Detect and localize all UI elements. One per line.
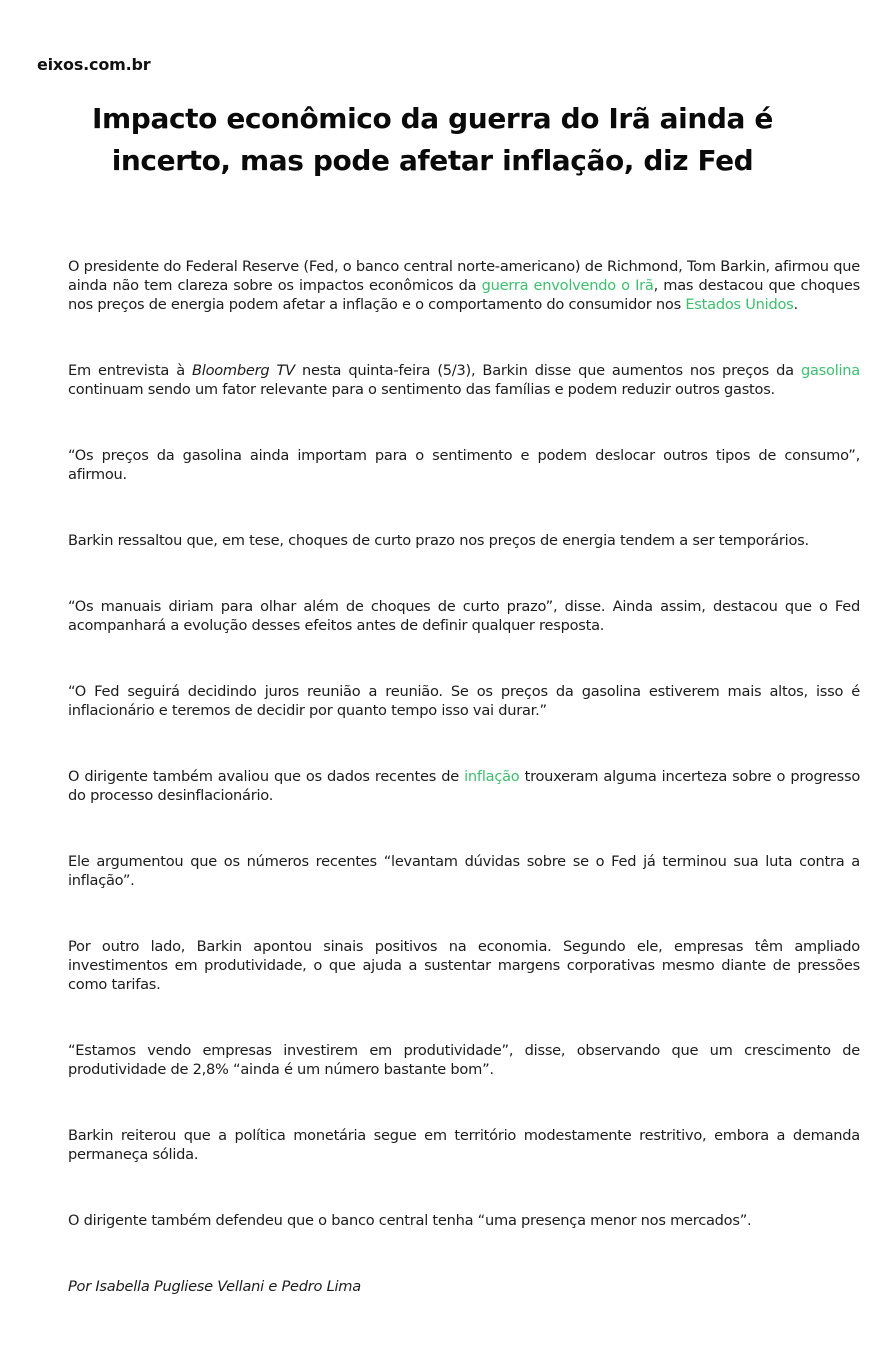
link-gasolina[interactable]: gasolina bbox=[800, 362, 860, 379]
paragraph-12: O dirigente também defendeu que o banco central tenha “uma presença menor nos mercados”. bbox=[68, 1212, 752, 1229]
paragraph-7-text-a: O dirigente também avaliou que os dados recentes de bbox=[68, 768, 465, 785]
paragraph-2 bbox=[68, 361, 860, 399]
paragraph-1-text-a: O presidente do Federal Reserve (Fed, o banco central norte-americano) de Richmond, Tom Barkin, afirmou que ainda não tem clareza sobre os impactos econômicos da bbox=[68, 258, 860, 294]
paragraph-1 bbox=[68, 257, 860, 314]
paragraph-7 bbox=[68, 767, 860, 805]
paragraph-2-text-a: Em entrevista à bbox=[68, 362, 192, 379]
article-body bbox=[68, 257, 860, 1296]
paragraph-6: “O Fed seguirá decidindo juros reunião a reunião. Se os preços da gasolina estiverem mais altos, isso é inflacionário e teremos de decidir por quanto tempo isso vai durar.” bbox=[68, 683, 860, 719]
bloomberg-tv-emphasis: Bloomberg TV bbox=[192, 362, 295, 379]
paragraph-8: Ele argumentou que os números recentes “levantam dúvidas sobre se o Fed já terminou sua luta contra a inflação”. bbox=[68, 853, 860, 889]
site-name[interactable]: eixos.com.br bbox=[37, 55, 151, 74]
paragraph-10: “Estamos vendo empresas investirem em produtividade”, disse, observando que um crescimento de produtividade de 2,8% “ainda é um número bastante bom”. bbox=[68, 1042, 860, 1078]
paragraph-1-text-b: , mas destacou que choques nos preços de energia podem afetar a inflação e o comportamento do consumidor nos bbox=[68, 277, 860, 313]
paragraph-2-text-b: nesta quinta-feira (5/3), Barkin disse que aumentos nos preços da bbox=[294, 362, 801, 379]
paragraph-2-text-c: continuam sendo um fator relevante para o sentimento das famílias e podem reduzir outros gastos. bbox=[68, 381, 775, 398]
paragraph-3: “Os preços da gasolina ainda importam para o sentimento e podem deslocar outros tipos de consumo”, afirmou. bbox=[68, 447, 860, 483]
paragraph-11: Barkin reiterou que a política monetária segue em território modestamente restritivo, embora a demanda permaneça sólida. bbox=[68, 1127, 860, 1163]
link-inflacao[interactable]: inflação bbox=[464, 768, 520, 785]
paragraph-1-text-c: . bbox=[793, 296, 798, 313]
paragraph-9: Por outro lado, Barkin apontou sinais positivos na economia. Segundo ele, empresas têm ampliado investimentos em produtividade, o que ajuda a sustentar margens corporativas mesmo diante de pressões como tarifas. bbox=[68, 938, 860, 993]
byline: Por Isabella Pugliese Vellani e Pedro Lima bbox=[68, 1278, 361, 1295]
link-estados-unidos[interactable]: Estados Unidos bbox=[685, 296, 794, 313]
article-headline: Impacto econômico da guerra do Irã ainda é incerto, mas pode afetar inflação, diz Fed bbox=[92, 102, 773, 177]
paragraph-5: “Os manuais diriam para olhar além de choques de curto prazo”, disse. Ainda assim, destacou que o Fed acompanhará a evolução desses efeitos antes de definir qualquer resposta. bbox=[68, 598, 860, 634]
paragraph-4: Barkin ressaltou que, em tese, choques de curto prazo nos preços de energia tendem a ser temporários. bbox=[68, 532, 809, 549]
paragraph-7-text-b: trouxeram alguma incerteza sobre o progresso do processo desinflacionário. bbox=[68, 768, 861, 804]
link-guerra-ira[interactable]: guerra envolvendo o Irã bbox=[481, 277, 654, 294]
